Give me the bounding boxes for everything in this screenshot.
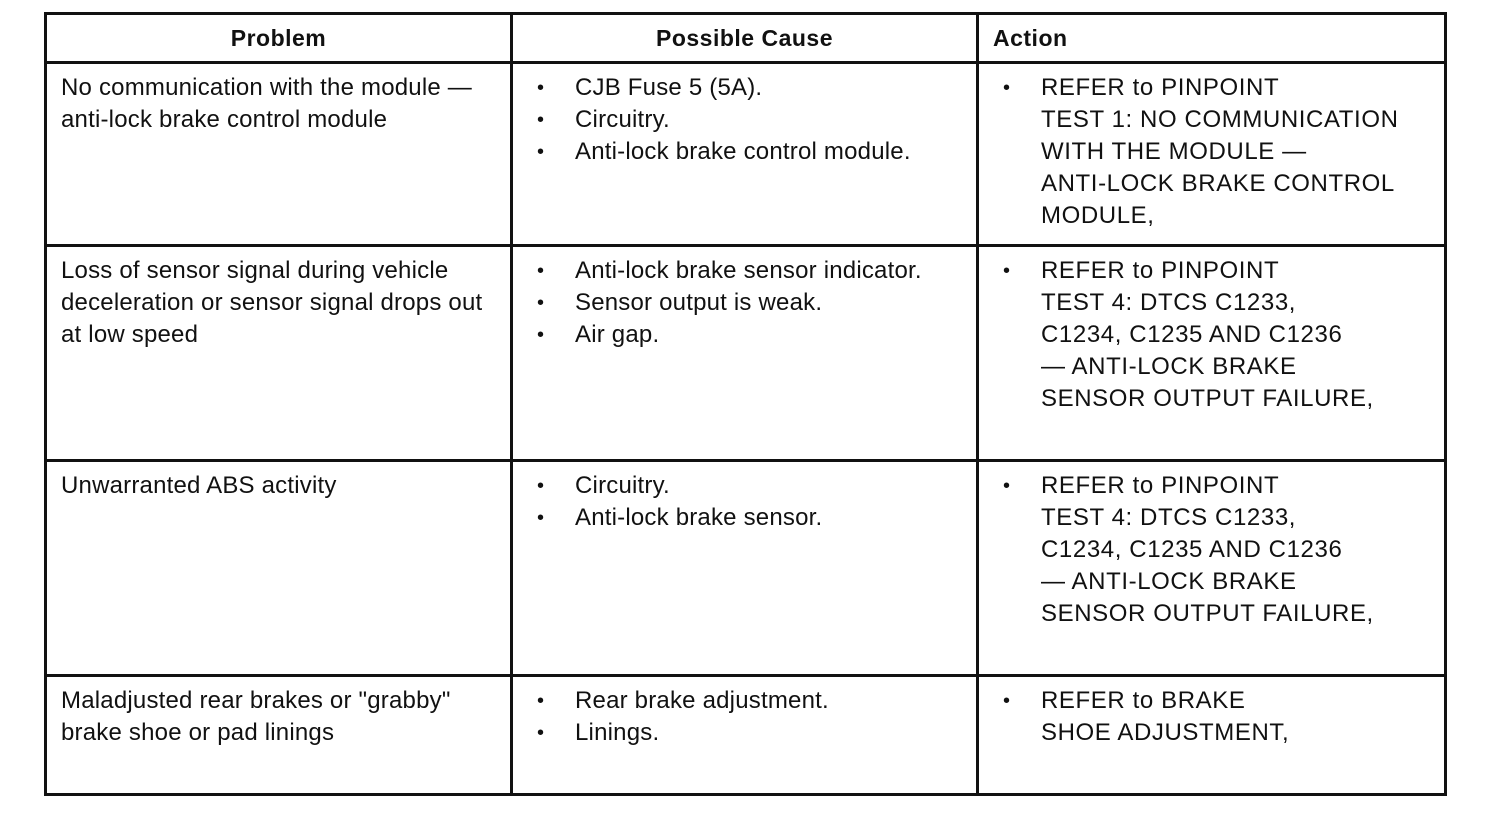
bullet-icon: • (537, 324, 545, 346)
action-item (989, 72, 1434, 232)
header-row (46, 14, 1446, 63)
action-list (979, 64, 1444, 232)
action-text: REFER to BRAKE SHOE ADJUSTMENT, (1041, 687, 1290, 746)
cause-list (513, 64, 976, 168)
bullet-icon: • (537, 475, 545, 497)
cause-text: Anti-lock brake sensor indicator. (575, 257, 922, 284)
cause-item (523, 717, 966, 749)
cause-text: Anti-lock brake sensor. (575, 504, 823, 531)
action-item (989, 685, 1434, 749)
action-cell (978, 461, 1446, 676)
header-action: Action (978, 14, 1446, 63)
action-item (989, 255, 1434, 415)
problem-cell: No communication with the module — anti-lock brake control module (46, 63, 512, 246)
action-cell (978, 63, 1446, 246)
cause-text: Anti-lock brake control module. (575, 138, 911, 165)
problem-cell: Maladjusted rear brakes or "grabby" brake shoe or pad linings (46, 676, 512, 795)
action-text: REFER to PINPOINT TEST 1: NO COMMUNICATION WITH THE MODULE — ANTI-LOCK BRAKE CONTROL MODULE, (1041, 74, 1399, 229)
cause-list (513, 462, 976, 534)
cause-cell (512, 461, 978, 676)
cause-item (523, 136, 966, 168)
cause-text: Air gap. (575, 321, 660, 348)
bullet-icon: • (537, 109, 545, 131)
problem-cell: Loss of sensor signal during vehicle deceleration or sensor signal drops out at low speed (46, 246, 512, 461)
cause-item (523, 470, 966, 502)
cause-item (523, 72, 966, 104)
cause-text: Circuitry. (575, 106, 670, 133)
cause-cell (512, 246, 978, 461)
bullet-icon: • (537, 507, 545, 529)
cause-item (523, 685, 966, 717)
action-text: REFER to PINPOINT TEST 4: DTCS C1233, C1234, C1235 AND C1236 — ANTI-LOCK BRAKE SENSOR OUTPUT FAILURE, (1041, 257, 1374, 412)
problem-cell: Unwarranted ABS activity (46, 461, 512, 676)
cause-text: Sensor output is weak. (575, 289, 823, 316)
bullet-icon: • (1003, 690, 1011, 712)
bullet-icon: • (537, 77, 545, 99)
cause-text: Rear brake adjustment. (575, 687, 829, 714)
table-row (46, 63, 1446, 246)
bullet-icon: • (537, 292, 545, 314)
cause-item (523, 104, 966, 136)
action-list (979, 247, 1444, 415)
diagnostic-table (44, 12, 1447, 796)
action-list (979, 677, 1444, 749)
bullet-icon: • (1003, 260, 1011, 282)
cause-item (523, 255, 966, 287)
table-header (46, 14, 1446, 63)
cause-text: CJB Fuse 5 (5A). (575, 74, 763, 101)
cause-cell (512, 63, 978, 246)
cause-text: Circuitry. (575, 472, 670, 499)
cause-text: Linings. (575, 719, 660, 746)
cause-list (513, 247, 976, 351)
action-list (979, 462, 1444, 630)
action-cell (978, 676, 1446, 795)
cause-list (513, 677, 976, 749)
bullet-icon: • (1003, 475, 1011, 497)
table-row (46, 461, 1446, 676)
cause-cell (512, 676, 978, 795)
table-row (46, 676, 1446, 795)
table-row (46, 246, 1446, 461)
bullet-icon: • (537, 722, 545, 744)
action-text: REFER to PINPOINT TEST 4: DTCS C1233, C1234, C1235 AND C1236 — ANTI-LOCK BRAKE SENSOR OUTPUT FAILURE, (1041, 472, 1374, 627)
header-possible-cause: Possible Cause (512, 14, 978, 63)
cause-item (523, 287, 966, 319)
bullet-icon: • (1003, 77, 1011, 99)
bullet-icon: • (537, 260, 545, 282)
header-problem: Problem (46, 14, 512, 63)
bullet-icon: • (537, 690, 545, 712)
cause-item (523, 319, 966, 351)
cause-item (523, 502, 966, 534)
action-item (989, 470, 1434, 630)
bullet-icon: • (537, 141, 545, 163)
action-cell (978, 246, 1446, 461)
